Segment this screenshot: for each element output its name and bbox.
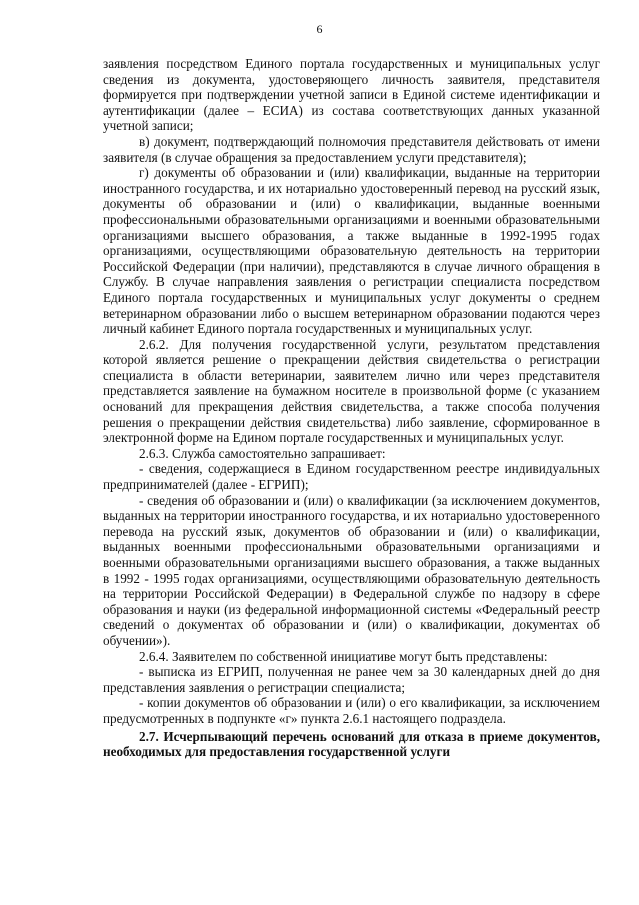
paragraph-item-g: г) документы об образовании и (или) квалификации, выданные на территории иностранного государства, и их нотариально удостоверенный перевод на русский язык, документы об образовании и (или) о квалификации, выданные военными профессиональными образовательными организациями и военными образовательными организациями высшего образования, а также выданные в 1992-1995 годах организациями, осуществляющими образовательную деятельность на территории Российской Федерации (при наличии), представляются в случае личного обращения в Службу. В случае направления заявления о регистрации специалиста посредством Единого портала государственных и муниципальных услуг документы о среднем ветеринарном образовании либо о высшем ветеринарном образовании подаются через личный кабинет Единого портала государственных и муниципальных услуг. <box>103 165 600 337</box>
paragraph-item-v: в) документ, подтверждающий полномочия представителя действовать от имени заявителя (в случае обращения за предоставлением услуги представителя); <box>103 133 600 165</box>
list-item-egrip-info: - сведения, содержащиеся в Едином государственном реестре индивидуальных предпринимателей (далее - ЕГРИП); <box>103 461 600 493</box>
list-item-education-copies: - копии документов об образовании и (или) о его квалификации, за исключением предусмотренных в подпункте «г» пункта 2.6.1 настоящего подраздела. <box>103 695 600 726</box>
page-number: 6 <box>316 22 323 36</box>
paragraph-2-6-4: 2.6.4. Заявителем по собственной инициативе могут быть представлены: <box>139 648 548 664</box>
section-heading-2-7: 2.7. Исчерпывающий перечень оснований для отказа в приеме документов, необходимых для предоставления государственной услуги <box>103 728 600 760</box>
document-body <box>103 56 600 760</box>
paragraph-esia-continuation: заявления посредством Единого портала государственных и муниципальных услуг сведения из документа, удостоверяющего личность заявителя, представителя формируется при подтверждении учетной записи в Единой системе идентификации и аутентификации (далее – ЕСИА) из состава соответствующих данных указанной учетной записи; <box>103 56 600 134</box>
paragraph-2-6-3: 2.6.3. Служба самостоятельно запрашивает: <box>139 445 386 461</box>
list-item-egrip-extract: - выписка из ЕГРИП, полученная не ранее чем за 30 календарных дней до дня представления заявления о регистрации специалиста; <box>103 664 600 695</box>
paragraph-2-6-2: 2.6.2. Для получения государственной услуги, результатом представления которой является решение о прекращении действия свидетельства о регистрации специалиста в области ветеринарии, заявителем лично или через представителя представляется заявление на бумажном носителе в произвольной форме (с указанием оснований для прекращения действия свидетельства, а также способа получения решения о прекращении действия свидетельства) либо заявление, сформированное в электронной форме на Едином портале государственных и муниципальных услуг. <box>103 336 600 446</box>
list-item-education-info: - сведения об образовании и (или) о квалификации (за исключением документов, выданных на территории иностранного государства, и их нотариально удостоверенного перевода на русский язык, документов об образовании и (или) о квалификации, выданных военными профессиональными образовательными организациями и военными образовательными организациями высшего образования, а также выданных в 1992 - 1995 годах организациями, осуществляющими образовательную деятельность на территории Российской Федерации) в Федеральной службе по надзору в сфере образования и науки (из федеральной информационной системы «Федеральный реестр сведений о документах об образовании и (или) о квалификации, документах об обучении»). <box>103 492 600 648</box>
